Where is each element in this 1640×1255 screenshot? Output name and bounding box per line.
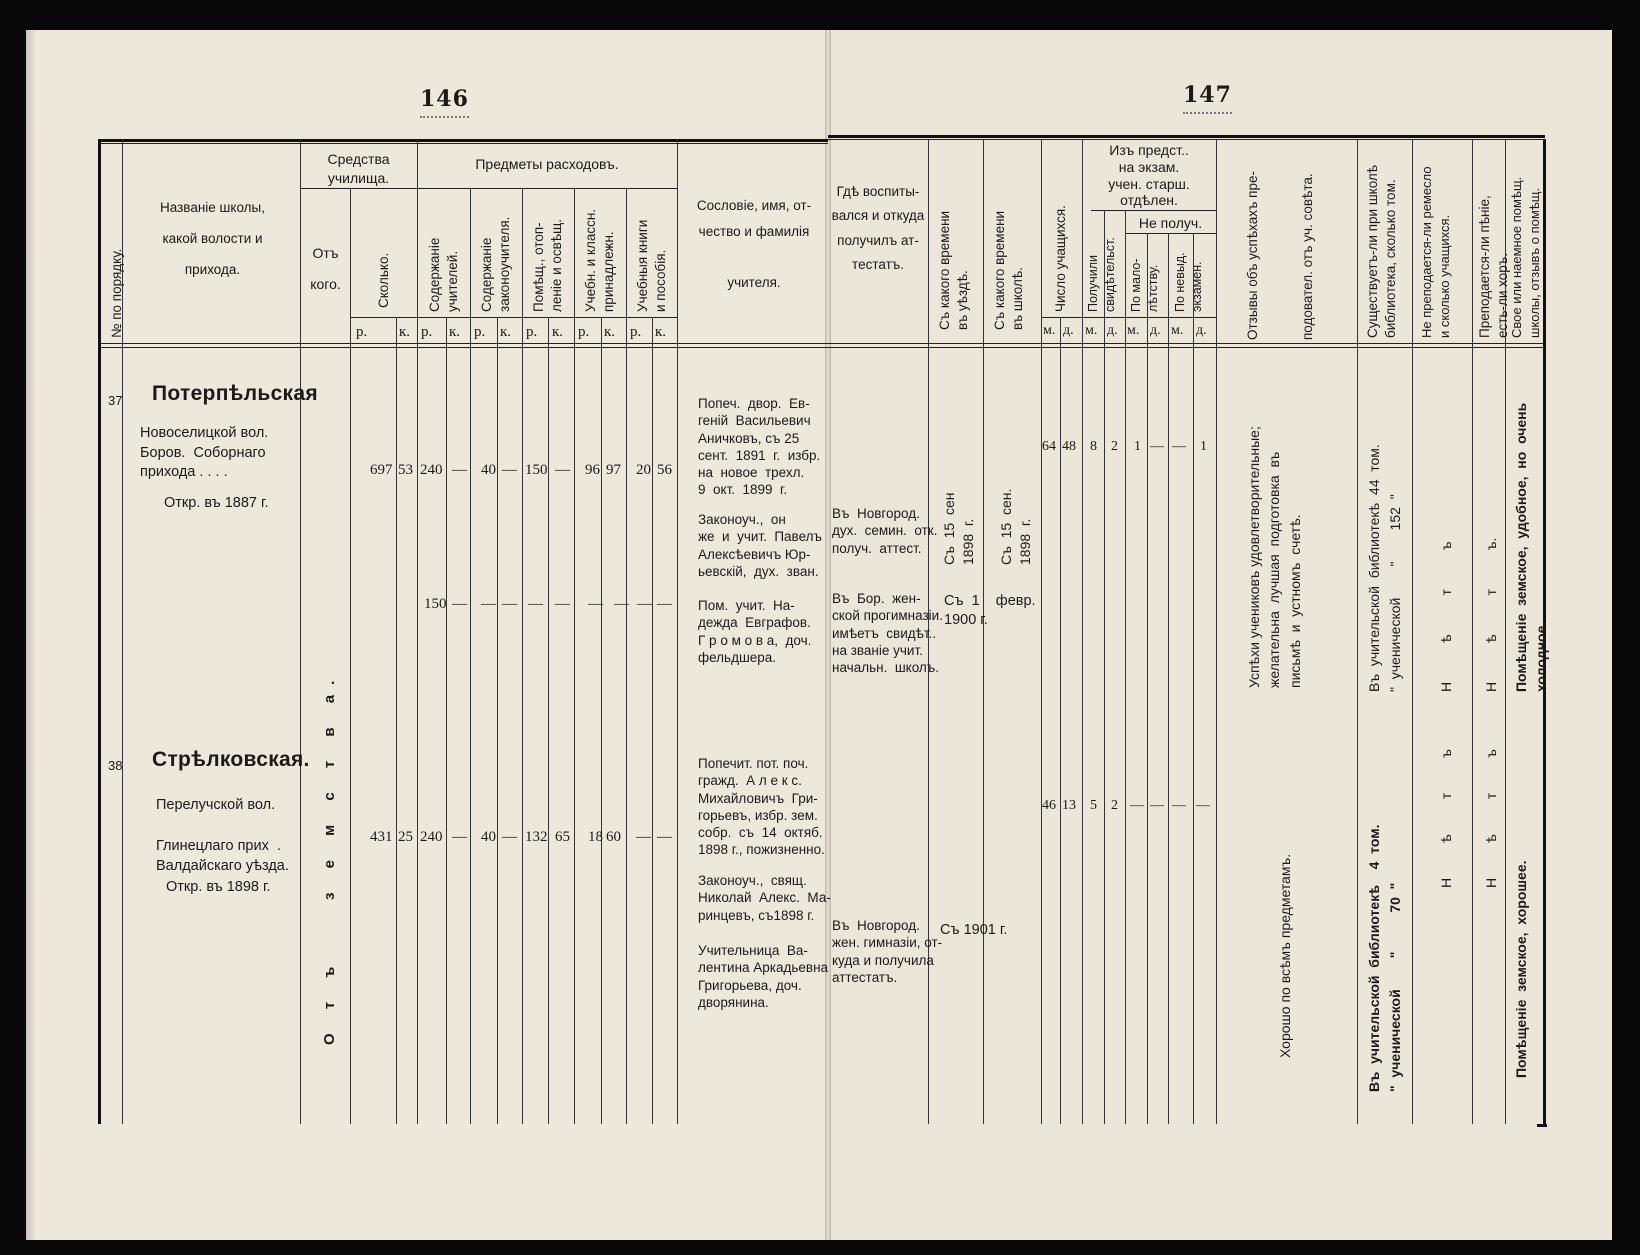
header-school-name: Названіе школы, какой волости и прихода.	[160, 200, 265, 278]
col-rule-right	[1193, 233, 1194, 1124]
s1-row2-dash: —	[614, 596, 629, 612]
header-how-much: Сколько.	[376, 252, 391, 308]
header-funds-group: Средства училища.	[327, 151, 390, 186]
s1-failed-m: —	[1172, 439, 1186, 454]
col-rule-right	[1082, 139, 1083, 1124]
s1-educated-priest: Въ Новгород. дух. семин. отк. получ. аттест.	[832, 506, 938, 556]
header-since-school: Съ какого времени въ школѣ.	[992, 210, 1026, 330]
school1-name: Потерпѣльская	[152, 382, 318, 405]
table-top-rule-thin	[98, 143, 828, 144]
s1-row2-dash: —	[588, 596, 603, 612]
col-rule-right	[1060, 317, 1061, 1124]
rk-label: к.	[399, 324, 411, 340]
header-priest-salary: Содержаніе законоучителя.	[479, 216, 513, 312]
md-label: д.	[1107, 323, 1118, 338]
s2-amount-k: 25	[398, 829, 413, 845]
school2-name: Стрѣлковская.	[152, 748, 310, 771]
rk-label: р.	[578, 324, 590, 340]
md-label: д.	[1063, 323, 1074, 338]
s1-singing: Н ѣ т ъ.	[1483, 537, 1499, 692]
col-rule	[417, 139, 418, 1124]
s2-teacher-r: 240	[420, 829, 443, 845]
md-rule	[1041, 317, 1216, 318]
rk-label: р.	[421, 324, 433, 340]
s1-row2-dash: —	[555, 596, 570, 612]
s2-pupils-d: 13	[1062, 798, 1076, 813]
s2-premises-r: 132	[525, 829, 548, 845]
school2-trustee: Попечит. пот. поч. гражд. А л е к с. Михайловичъ Гри- горьевъ, избр. зем. собр. съ 14 октяб. 1898 г., пожизненно.	[698, 756, 825, 858]
header-from-whom: Отъ кого.	[310, 245, 341, 292]
header-pupils: Число учащихся.	[1053, 205, 1068, 312]
school2-no: 38	[108, 758, 123, 773]
header-singing: Преподается-ли пѣніе, есть-ли хоръ.	[1477, 195, 1511, 338]
s1-teacher-r: 240	[420, 462, 443, 478]
header-reviews: Отзывы объ успѣхахъ пре- подовател. отъ уч. совѣта.	[1245, 171, 1315, 340]
header-row-number: № по порядку.	[109, 248, 124, 338]
s1-pupils-d: 48	[1062, 439, 1076, 454]
header-since-county: Съ какого времени въ уѣздѣ.	[937, 210, 971, 330]
header-failed: По невыд. экзамен.	[1173, 252, 1204, 312]
s2-books-k: —	[657, 829, 672, 845]
s1-teacher-k: —	[452, 462, 467, 478]
header-exam-group: Изъ предст.. на экзам. учен. старш. отдѣлен.	[1108, 142, 1190, 209]
s1-row2-dash: —	[637, 596, 652, 612]
s2-received-m: 5	[1090, 798, 1097, 813]
col-rule-right	[1147, 233, 1148, 1124]
school1-priest: Законоуч., он же и учит. Павелъ Алексѣевичъ Юр- ьевскій, дух. зван.	[698, 512, 822, 579]
s1-row2-dash: —	[481, 596, 496, 612]
col-rule	[574, 188, 575, 1124]
rk-label: к.	[500, 324, 512, 340]
s2-pupils-m: 46	[1042, 798, 1056, 813]
col-rule	[300, 139, 301, 1124]
exam-group-rule	[1091, 210, 1216, 211]
s1-premises: Помѣщеніе земское, удобное, но очень холодное.	[1513, 402, 1549, 692]
from-zemstvo-vertical: О т ъ з е м с т в а.	[321, 670, 338, 1045]
md-label: м.	[1043, 323, 1056, 338]
s1-supplies-r: 96	[585, 462, 600, 478]
col-rule	[396, 317, 397, 1124]
s1-young-d: —	[1150, 439, 1164, 454]
s1-supplies-k: 97	[606, 462, 621, 478]
header-bottom-rule-right-2	[828, 347, 1545, 348]
s2-craft: Н ѣ т ъ	[1438, 749, 1454, 888]
school2-priest: Законоуч., свящ. Николай Алекс. Ма- ринцевъ, съ1898 г.	[698, 873, 831, 923]
header-books: Учебныя книги и пособія.	[635, 219, 669, 312]
s1-educated-assistant: Въ Бор. жен- ской прогимназіи. имѣетъ свидѣт.. на званіе учит. начальн. школъ.	[832, 591, 943, 676]
md-label: м.	[1171, 323, 1184, 338]
s1-row2-dash: —	[452, 596, 467, 612]
s1-since-assistant: Съ 1 февр. 1900 г.	[944, 593, 1036, 628]
rk-label: р.	[474, 324, 486, 340]
header-expenses-group: Предметы расходовъ.	[475, 156, 619, 172]
s1-priest-k: —	[502, 462, 517, 478]
left-page-edge	[26, 30, 36, 1240]
s2-books-r: —	[636, 829, 651, 845]
s1-row2-teacher: 150	[424, 596, 447, 612]
s1-books-r: 20	[636, 462, 651, 478]
s1-books-k: 56	[657, 462, 672, 478]
s2-priest-k: —	[502, 829, 517, 845]
rk-label: к.	[604, 324, 616, 340]
page-number-left: 146	[420, 86, 469, 112]
s1-pupils-m: 64	[1042, 439, 1056, 454]
header-young: По мало- лѣтству.	[1129, 258, 1160, 312]
school1-trustee: Попеч. двор. Ев- геній Васильевич Аничковъ, съ 25 сент. 1891 г. избр. на новое трехл. 9 окт. 1899 г.	[698, 396, 821, 498]
col-rule	[652, 317, 653, 1124]
col-rule	[497, 317, 498, 1124]
md-label: д.	[1150, 323, 1161, 338]
md-label: м.	[1085, 323, 1098, 338]
s1-since-school: Съ 15 сен. 1898 г.	[998, 488, 1033, 565]
page-number-right: 147	[1183, 82, 1232, 108]
school2-teacher: Учительница Ва- лентина Аркадьевна Григорьева, доч. дворянина.	[698, 943, 829, 1010]
col-rule	[350, 188, 351, 1124]
md-label: д.	[1196, 323, 1207, 338]
header-premises-right: Свое или наемное помѣщ. школы, отзывъ о помѣщ.	[1509, 176, 1542, 338]
header-library: Существуетъ-ли при школѣ библиотека, сколько том.	[1365, 164, 1399, 338]
s1-young-m: 1	[1134, 439, 1141, 454]
school1-parish: Новоселицкой вол. Боров. Соборнаго прихода . . . .	[140, 425, 269, 481]
table-top-rule-right-thin	[828, 139, 1545, 140]
school1-no: 37	[108, 393, 123, 408]
s2-singing: Н ѣ т ъ	[1483, 749, 1499, 888]
s2-failed-m: —	[1172, 798, 1186, 813]
header-teacher-salary: Содержаніе учителей.	[427, 237, 461, 312]
s2-educated-teacher: Въ Новгород. жен. гимназіи, от- куда и получила аттестатъ.	[832, 918, 943, 985]
table-top-rule-right	[828, 135, 1545, 138]
s2-review: Хорошо по всѣмъ предметамъ.	[1277, 853, 1293, 1058]
s1-amount-r: 697	[370, 462, 393, 478]
s2-supplies-r: 18	[588, 829, 603, 845]
col-rule	[522, 188, 523, 1124]
col-rule-right	[1216, 139, 1217, 1124]
s1-received-m: 8	[1090, 439, 1097, 454]
header-received: Получили свидѣтельст.	[1086, 237, 1117, 312]
s2-young-d: —	[1150, 798, 1164, 813]
rk-label: к.	[655, 324, 667, 340]
col-rule-right	[1041, 139, 1042, 1124]
s2-teacher-k: —	[452, 829, 467, 845]
s2-since-teacher: Съ 1901 г.	[940, 922, 1008, 938]
col-rule-right	[1104, 210, 1105, 1124]
col-rule	[446, 317, 447, 1124]
s2-amount-r: 431	[370, 829, 393, 845]
s1-row2-dash: —	[657, 596, 672, 612]
s1-premises-k: —	[555, 462, 570, 478]
col-rule	[601, 317, 602, 1124]
s2-young-m: —	[1130, 798, 1144, 813]
rk-label: р.	[526, 324, 538, 340]
rk-label: к.	[449, 324, 461, 340]
header-group-rule	[300, 188, 677, 189]
col-rule	[470, 188, 471, 1124]
s2-library: Въ учительской библиотекѣ 4 том. " ученической " 70 "	[1366, 824, 1403, 1092]
col-rule-right	[1357, 139, 1358, 1124]
col-rule	[677, 139, 678, 1124]
table-top-rule	[98, 139, 828, 142]
s1-library: Въ учительской библиотекѣ 44 том. " ученической " 152 "	[1366, 444, 1403, 692]
rk-label: к.	[552, 324, 564, 340]
col-rule	[548, 317, 549, 1124]
col-rule	[626, 188, 627, 1124]
s1-row2-dash: —	[502, 596, 517, 612]
school1-opened: Откр. въ 1887 г.	[164, 495, 269, 511]
header-class-supplies: Учебн. и классн. принадлежн.	[583, 208, 617, 312]
s1-priest-r: 40	[481, 462, 496, 478]
s1-review: Успѣхи учениковъ удовлетворительные; желательна лучшая подготовка въ письмѣ и устномъ счетѣ.	[1246, 426, 1303, 688]
header-bottom-rule-2	[98, 347, 828, 348]
rk-rule	[350, 317, 677, 318]
header-educated: Гдѣ воспиты- вался и откуда получилъ ат- тестатъ.	[831, 184, 925, 272]
s2-received-d: 2	[1111, 798, 1118, 813]
md-label: м.	[1127, 323, 1140, 338]
s2-premises-k: 65	[555, 829, 570, 845]
col-rule-right	[1472, 139, 1473, 1124]
s1-premises-r: 150	[525, 462, 548, 478]
table-left-border	[98, 139, 101, 1124]
s1-failed-d: 1	[1200, 439, 1207, 454]
col-rule-right	[1412, 139, 1413, 1124]
school2-parish: Перелучской вол. Глинецлаго прих . Валдайскаго уѣзда.	[156, 797, 289, 874]
header-bottom-rule	[98, 343, 828, 344]
s1-since-county: Съ 15 сен 1898 г.	[941, 492, 976, 565]
s2-supplies-k: 60	[606, 829, 621, 845]
s1-row2-dash: —	[528, 596, 543, 612]
s2-priest-r: 40	[481, 829, 496, 845]
school1-assistant: Пом. учит. На- дежда Евграфов. Г р о м о в а, доч. фельдшера.	[698, 598, 812, 665]
rk-label: р.	[630, 324, 642, 340]
col-rule-right	[983, 139, 984, 1124]
header-craft: Не преподается-ли ремесло и сколько учащихся.	[1419, 166, 1452, 338]
header-premises: Помѣщ., отоп- леніе и освѣщ.	[531, 219, 565, 312]
school2-opened: Откр. въ 1898 г.	[166, 879, 271, 895]
s1-received-d: 2	[1111, 439, 1118, 454]
s1-craft: Н ѣ т ъ	[1438, 541, 1454, 692]
header-teacher-info: Сословіе, имя, от- чество и фамилія учителя.	[696, 198, 812, 290]
rk-label: р.	[356, 324, 368, 340]
header-not-received: Не получ.	[1138, 215, 1203, 231]
col-rule-right	[1125, 210, 1126, 1124]
s2-failed-d: —	[1196, 798, 1210, 813]
s2-premises: Помѣщеніе земское, хорошее.	[1513, 860, 1529, 1078]
s1-amount-k: 53	[398, 462, 413, 478]
header-bottom-rule-right	[828, 343, 1545, 344]
not-received-rule	[1125, 233, 1216, 234]
col-rule-right	[1168, 233, 1169, 1124]
